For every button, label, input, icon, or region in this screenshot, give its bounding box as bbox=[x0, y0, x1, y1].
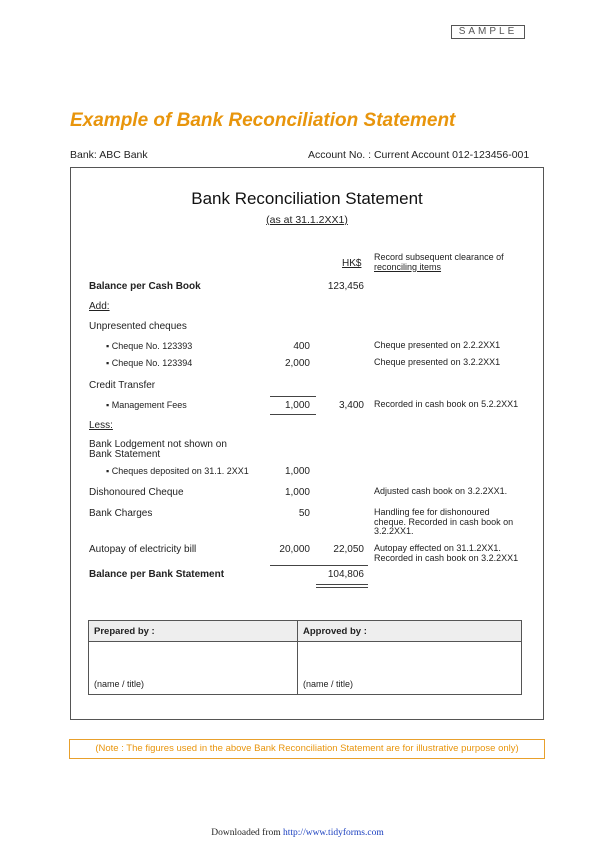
statement-title: Bank Reconciliation Statement bbox=[191, 189, 423, 208]
balance-bank-statement-amount: 104,806 bbox=[327, 569, 364, 580]
approved-by-label: Approved by : bbox=[303, 626, 367, 637]
divider bbox=[270, 565, 368, 566]
balance-bank-statement-label: Balance per Bank Statement bbox=[89, 569, 225, 580]
unpresented-cheques-label: Unpresented cheques bbox=[89, 321, 187, 332]
remark-header: Record subsequent clearance of reconciling items bbox=[374, 252, 504, 272]
credit-transfer-label: Credit Transfer bbox=[89, 380, 156, 391]
bank-name: Bank: ABC Bank bbox=[70, 149, 148, 161]
double-underline bbox=[316, 584, 368, 585]
balance-cash-book-amount: 123,456 bbox=[327, 281, 364, 292]
autopay-amount: 20,000 bbox=[279, 544, 310, 555]
management-fees-amount: 1,000 bbox=[284, 400, 310, 411]
cheques-deposited-label: ▪ Cheques deposited on 31.1. 2XX1 bbox=[106, 466, 249, 476]
currency-header: HK$ bbox=[342, 258, 362, 269]
add-label: Add: bbox=[89, 301, 110, 312]
statement-subtitle: (as at 31.1.2XX1) bbox=[266, 214, 348, 226]
prepared-by-label: Prepared by : bbox=[94, 626, 155, 637]
prepared-by-name-field[interactable]: (name / title) bbox=[94, 679, 145, 689]
cheques-deposited-amount: 1,000 bbox=[284, 466, 310, 477]
autopay-remark: Autopay effected on 31.1.2XX1. Recorded in cash book on 3.2.2XX1 bbox=[374, 543, 519, 563]
cheque-2-label: ▪ Cheque No. 123394 bbox=[106, 358, 193, 368]
signature-table bbox=[88, 620, 522, 695]
bank-charges-amount: 50 bbox=[298, 508, 310, 519]
bank-charges-label: Bank Charges bbox=[89, 508, 153, 519]
autopay-label: Autopay of electricity bill bbox=[89, 544, 197, 555]
add-subtotal: 3,400 bbox=[338, 400, 364, 411]
divider bbox=[270, 414, 316, 415]
cheque-1-label: ▪ Cheque No. 123393 bbox=[106, 341, 193, 351]
cheque-2-remark: Cheque presented on 3.2.2XX1 bbox=[374, 357, 501, 367]
illustrative-note: (Note : The figures used in the above Bank Reconciliation Statement are for illustrative purpose only) bbox=[69, 739, 545, 759]
management-fees-label: ▪ Management Fees bbox=[106, 400, 187, 410]
bank-charges-remark: Handling fee for dishonoured cheque. Recorded in cash book on 3.2.2XX1. bbox=[374, 507, 514, 537]
dishonoured-cheque-amount: 1,000 bbox=[284, 487, 310, 498]
footer: Downloaded from http://www.tidyforms.com bbox=[211, 828, 384, 838]
divider bbox=[270, 396, 316, 397]
page-title: Example of Bank Reconciliation Statement bbox=[70, 110, 456, 131]
cheque-1-amount: 400 bbox=[293, 341, 310, 352]
double-underline bbox=[316, 587, 368, 588]
bank-lodgement-label: Bank Lodgement not shown on Bank Statement bbox=[89, 439, 227, 460]
account-number: Account No. : Current Account 012-123456-001 bbox=[308, 149, 530, 161]
cheque-1-remark: Cheque presented on 2.2.2XX1 bbox=[374, 340, 501, 350]
management-fees-remark: Recorded in cash book on 5.2.2XX1 bbox=[374, 399, 519, 409]
dishonoured-cheque-label: Dishonoured Cheque bbox=[89, 487, 184, 498]
approved-by-name-field[interactable]: (name / title) bbox=[303, 679, 354, 689]
balance-cash-book-label: Balance per Cash Book bbox=[89, 281, 201, 292]
cheque-2-amount: 2,000 bbox=[284, 358, 310, 369]
sample-stamp: SAMPLE bbox=[451, 25, 525, 39]
signature-divider bbox=[297, 621, 298, 694]
less-label: Less: bbox=[89, 420, 113, 431]
footer-link[interactable]: http://www.tidyforms.com bbox=[283, 828, 384, 838]
less-subtotal: 22,050 bbox=[333, 544, 364, 555]
dishonoured-cheque-remark: Adjusted cash book on 3.2.2XX1. bbox=[374, 486, 508, 496]
